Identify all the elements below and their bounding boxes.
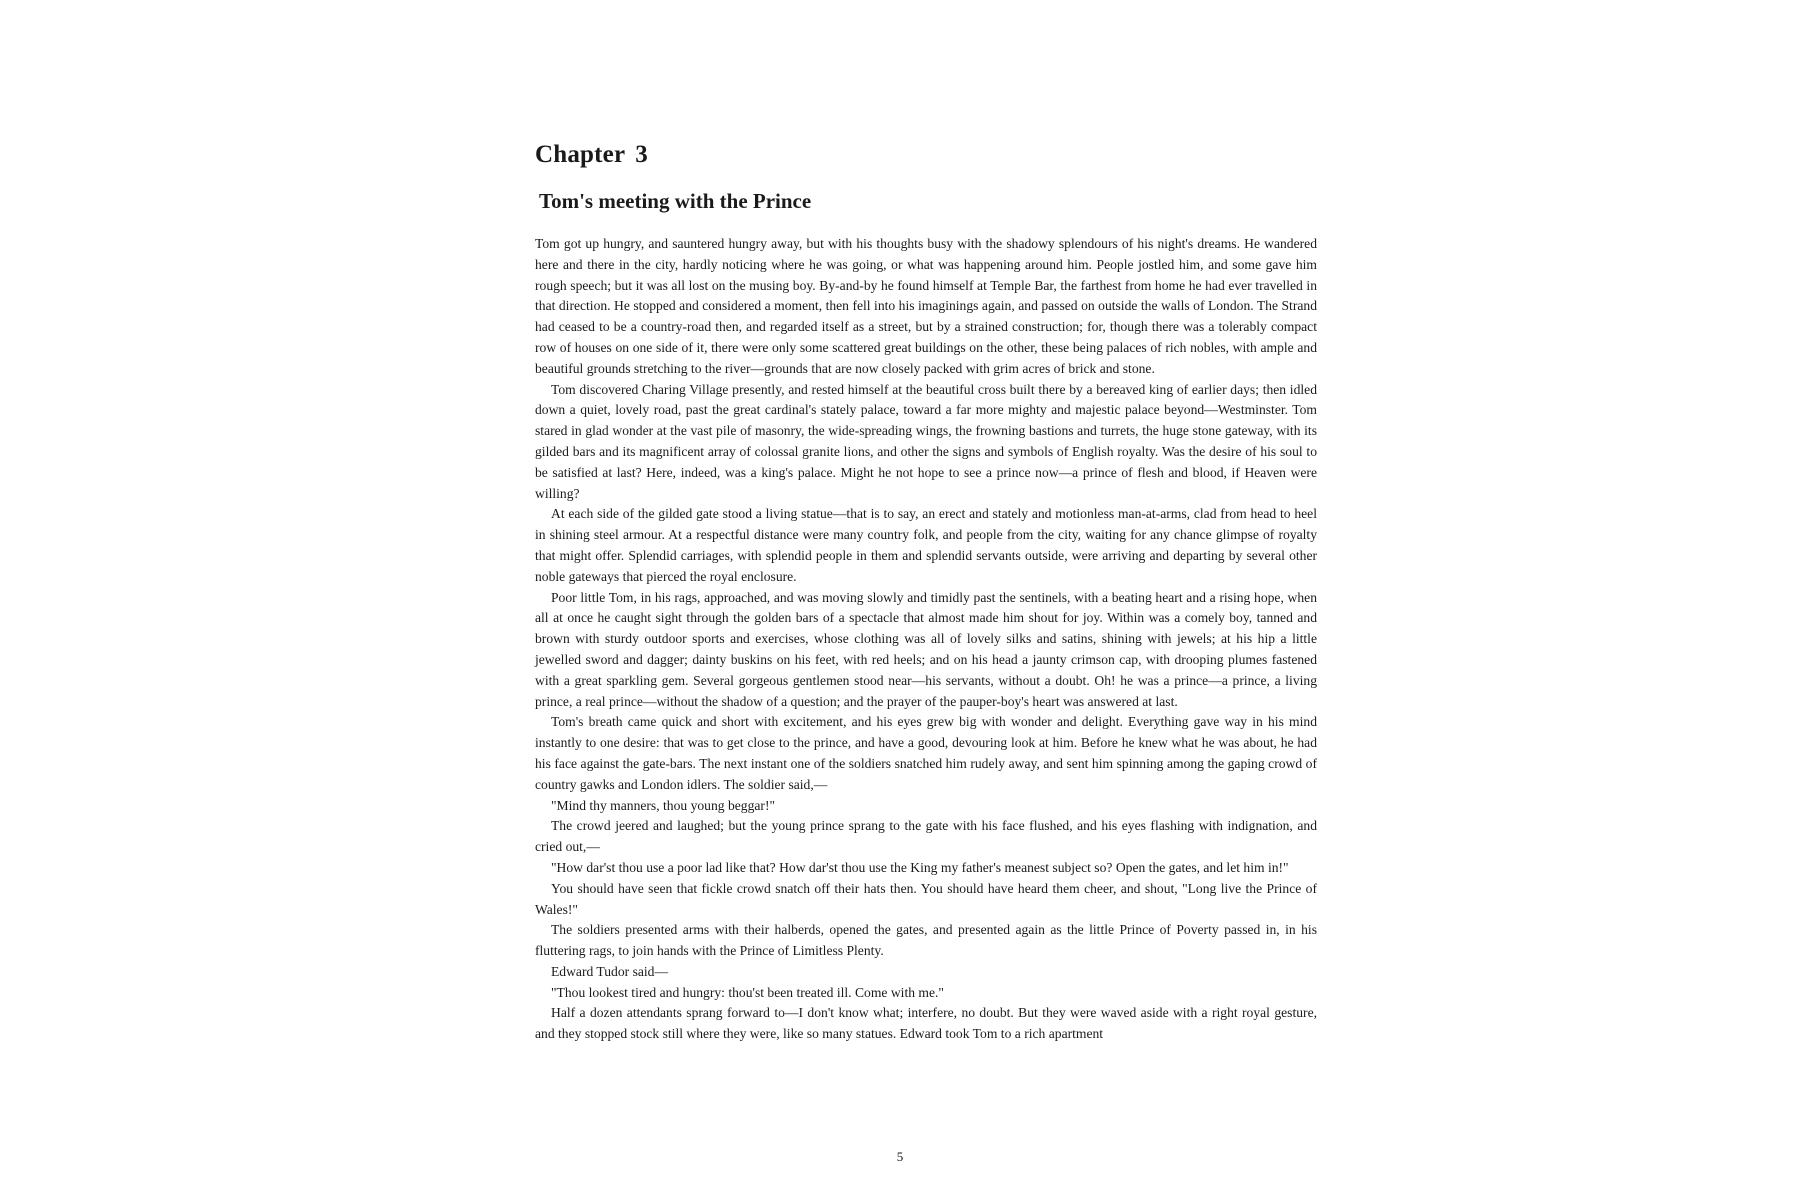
paragraph: Tom discovered Charing Village presently, and rested himself at the beautiful cross built there by a bereaved king of earlier days; then idled down a quiet, lovely road, past the great cardinal's stately palace, toward a far more mighty and majestic palace beyond—Westminster. Tom stared in glad wonder at the vast pile of masonry, the wide-spreading wings, the frowning bastions and turrets, the huge stone gateway, with its gilded bars and its magnificent array of colossal granite lions, and other the signs and symbols of English royalty. Was the desire of his soul to be satisfied at last? Here, indeed, was a king's palace. Might he not hope to see a prince now—a prince of flesh and blood, if Heaven were willing?: [535, 381, 1317, 501]
chapter-title: Tom's meeting with the Prince: [539, 189, 812, 213]
dialogue-paragraph: "Mind thy manners, thou young beggar!": [551, 797, 776, 813]
paragraph: Tom's breath came quick and short with excitement, and his eyes grew big with wonder and delight. Everything gave way in his mind instantly to one desire: that was to get close to the prince, and have a good, devouring look at him. Before he knew what he was about, he had his face against the gate-bars. The next instant one of the soldiers snatched him rudely away, and sent him spinning among the gaping crowd of country gawks and London idlers. The soldier said,—: [535, 714, 1317, 792]
page-number: 5: [896, 1149, 904, 1164]
paragraph: Tom got up hungry, and sauntered hungry away, but with his thoughts busy with the shadowy splendours of his night's dreams. He wandered here and there in the city, hardly noticing where he was going, or what was happening around him. People jostled him, and some gave him rough speech; but it was all lost on the musing boy. By-and-by he found himself at Temple Bar, the farthest from home he had ever travelled in that direction. He stopped and considered a moment, then fell into his imaginings again, and passed on outside the walls of London. The Strand had ceased to be a country-road then, and regarded itself as a street, but by a strained construction; for, though there was a tolerably compact row of houses on one side of it, there were only some scattered great buildings on the other, these being palaces of rich nobles, with ample and beautiful grounds stretching to the river—grounds that are now closely packed with grim acres of brick and stone.: [535, 236, 1317, 376]
page: [535, 138, 1317, 1045]
chapter-heading: [535, 138, 1317, 172]
paragraph: Poor little Tom, in his rags, approached, and was moving slowly and timidly past the sentinels, with a beating heart and a rising hope, when all at once he caught sight through the golden bars of a spectacle that almost made him shout for joy. Within was a comely boy, tanned and brown with sturdy outdoor sports and exercises, whose clothing was all of lovely silks and satins, shining with jewels; at his hip a little jewelled sword and dagger; dainty buskins on his feet, with red heels; and on his head a jaunty crimson cap, with drooping plumes fastened with a great sparkling gem. Several gorgeous gentlemen stood near—his servants, without a doubt. Oh! he was a prince—a prince, a living prince, a real prince—without the shadow of a question; and the prayer of the pauper-boy's heart was answered at last.: [535, 589, 1317, 709]
paragraph: The soldiers presented arms with their halberds, opened the gates, and presented again as the little Prince of Poverty passed in, in his fluttering rags, to join hands with the Prince of Limitless Plenty.: [535, 922, 1317, 959]
dialogue-paragraph: "How dar'st thou use a poor lad like that? How dar'st thou use the King my father's meanest subject so? Open the gates, and let him in!": [551, 859, 1289, 875]
paragraph: Half a dozen attendants sprang forward to—I don't know what; interfere, no doubt. But they were waved aside with a right royal gesture, and they stopped stock still where they were, like so many statues. Edward took Tom to a rich apartment: [535, 1005, 1317, 1042]
paragraph: The crowd jeered and laughed; but the young prince sprang to the gate with his face flushed, and his eyes flashing with indignation, and cried out,—: [535, 818, 1317, 855]
paragraph: At each side of the gilded gate stood a living statue—that is to say, an erect and stately and motionless man-at-arms, clad from head to heel in shining steel armour. At a respectful distance were many country folk, and people from the city, waiting for any chance glimpse of royalty that might offer. Splendid carriages, with splendid people in them and splendid servants outside, were arriving and departing by several other noble gateways that pierced the royal enclosure.: [535, 506, 1317, 584]
chapter-label: Chapter: [535, 141, 626, 168]
paragraph: Edward Tudor said—: [551, 963, 669, 979]
chapter-body: [535, 234, 1317, 1045]
chapter-number: 3: [635, 141, 648, 168]
dialogue-paragraph: "Thou lookest tired and hungry: thou'st been treated ill. Come with me.": [551, 984, 944, 1000]
paragraph: You should have seen that fickle crowd snatch off their hats then. You should have heard them cheer, and shout, "Long live the Prince of Wales!": [535, 880, 1317, 917]
